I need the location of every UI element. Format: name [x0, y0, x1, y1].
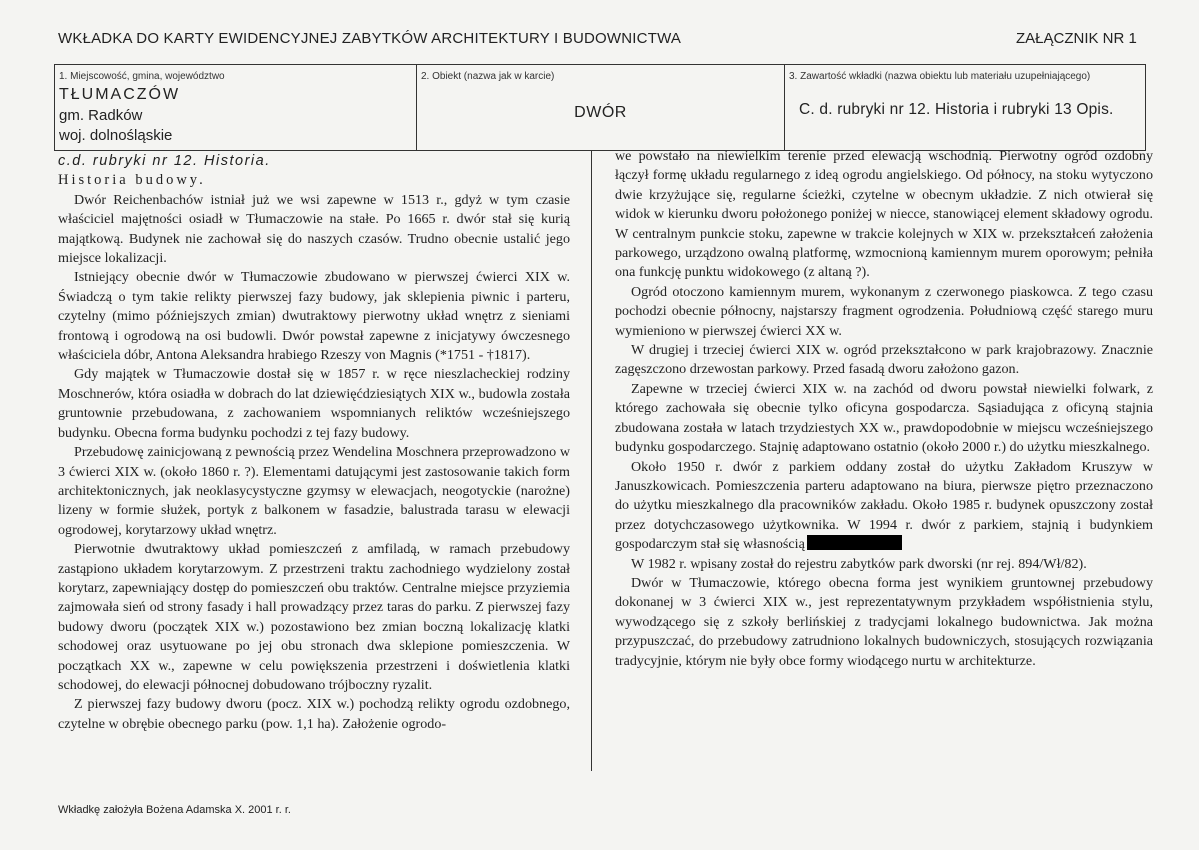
paragraph: Zapewne w trzeciej ćwierci XIX w. na zachód od dworu powstał niewielki folwark, z którego zachowała się obecnie tylko oficyna gospodarcza. Sąsiadująca z oficyną stajnia zbudowana została w latach trzydziestych XX w., prawdopodobnie w miejscu wcześniejszego budynku gospodarczego. Stajnię adaptowano ostatnio (około 2000 r.) do użytku mieszkalnego. — [615, 380, 1153, 456]
form-title: WKŁADKA DO KARTY EWIDENCYJNEJ ZABYTKÓW ARCHITEKTURY I BUDOWNICTWA — [58, 30, 682, 47]
location-voivodeship: woj. dolnośląskie — [59, 127, 173, 144]
paragraph: Ogród otoczono kamiennym murem, wykonanym z czerwonego piaskowca. Z tego czasu pochodzi obecnie północny, najstarszy fragment ogrodzenia. Południową część starego muru wymieniono w pierwszej ćwierci XX w. — [615, 283, 1153, 339]
location-label: 1. Miejscowość, gmina, województwo — [59, 71, 225, 82]
paragraph: Pierwotnie dwutraktowy układ pomieszczeń z amfiladą, w ramach przebudowy zastąpiono układem korytarzowym. Z przestrzeni traktu zachodniego wydzielony został korytarz, zapewniający dostęp do pomieszczeń obu traktów. Centralne miejsce przyziemia zajmowała sień od strony fasady i hall prowadzący przez taras do parku. Z pierwszej fazy budowy dworu (początek XIX w.) pozostawiono bez zmian boczną lokalizację klatki schodowej oraz usytuowane po jej obu stronach dwa sklepione pomieszczenia. W początkach XX w., zapewne w celu powiększenia przestrzeni i doświetlenia klatki schodowej, do elewacji północnej dobudowano trójboczny ryzalit. — [58, 541, 570, 693]
paragraph: we powstało na niewielkim terenie przed elewacją wschodnią. Pierwotny ogród ozdobny łączył formę układu regularnego z ideą ogrodu angielskiego. Od północy, na stoku wytyczono dwie krzyżujące się, regularne ścieżki, czytelne w obecnym układzie. Z nich otwierał się widok w kierunku dworu położonego poniżej w niecce, stanowiącej element składowy ogrodu. W centralnym punkcie stoku, zapewne w trakcie kolejnych w XIX w. przekształceń założenia parkowego, urządzono owalną platformę, wzmocnioną kamiennym murem oporowym; pełniła ona funkcję punktu widokowego (z altaną ?). — [615, 148, 1153, 281]
location-town: TŁUMACZÓW — [59, 86, 181, 103]
paragraph: Dwór Reichenbachów istniał już we wsi zapewne w 1513 r., gdyż w tym czasie właściciel majętności osiadł w Tłumaczowie na stałe. Po 1665 r. dwór stał się kurią majątkową. Budynek nie zachował się do naszych czasów. Trudno obecnie ustalić jego miejsce lokalizacji. — [58, 191, 570, 267]
paragraph: Gdy majątek w Tłumaczowie dostał się w 1857 r. w ręce nieszlacheckiej rodziny Moschnerów, która osiadła w dobrach do lat dziewięćdziesiątych XIX w., budowla została gruntownie przebudowana, z zachowaniem wspomnianych reliktów wcześniejszego budynku. Obecna forma budynku pochodzi z tej fazy budowy. — [58, 366, 570, 441]
paragraph-text: Około 1950 r. dwór z parkiem oddany został do użytku Zakładom Kruszyw w Januszkowicach. Pomieszczenia parteru adaptowano na biura, pierwsze piętro przeznaczono do użytku mieszkalnego dla pracowników zakładu. Około 1985 r. budynek opuszczony został przez dotychczasowego użytkownika. W 1994 r. dwór z parkiem, stajnią i budynkiem gospodarczym stał się własnością — [615, 458, 1153, 553]
location-box — [54, 64, 416, 151]
contents-box — [784, 64, 1146, 151]
object-value: DWÓR — [574, 104, 627, 121]
right-column — [615, 147, 1153, 671]
paragraph: W drugiej i trzeciej ćwierci XIX w. ogród przekształcono w park krajobrazowy. Znacznie zagęszczono drzewostan parkowy. Przed fasadą dworu założono gazon. — [615, 342, 1153, 378]
paragraph: Przebudowę zainicjowaną z pewnością przez Wendelina Moschnera przeprowadzono w 3 ćwierci XIX w. (około 1860 r. ?). Elementami datującymi jest zastosowanie takich form architektonicznych, jak neoklasycystyczne gzymsy w elewacjach, neogotyckie (narożne) lizeny w formie służek, portyk z balkonem w fasadzie, balustrada tarasu w elewacji ogrodowej, korytarzowy układ wnętrz. — [58, 444, 570, 538]
section-title: c.d. rubryki nr 12. Historia. — [58, 153, 271, 169]
contents-value: C. d. rubryki nr 12. Historia i rubryki 13 Opis. — [799, 101, 1114, 118]
annex-label: ZAŁĄCZNIK NR 1 — [1016, 30, 1137, 47]
column-divider — [591, 151, 592, 771]
section-subtitle: Historia budowy. — [58, 172, 206, 189]
object-label: 2. Obiekt (nazwa jak w karcie) — [421, 71, 555, 82]
paragraph-with-redaction — [615, 458, 1153, 555]
paragraph: Dwór w Tłumaczowie, którego obecna forma jest wynikiem gruntownej przebudowy dokonanej w 3 ćwierci XIX w., jest reprezentatywnym przykładem współistnienia stylu, wywodzącego się z szkoły berlińskiej z tradycjami lokalnego budownictwa. Jak można przypuszczać, do przebudowy zatrudniono lokalnych budowniczych, stosujących rozwiązania tradycyjnie, którym nie były obce formy wiodącego nurtu w architekturze. — [615, 574, 1153, 669]
contents-label: 3. Zawartość wkładki (nazwa obiektu lub materiału uzupełniającego) — [789, 71, 1091, 82]
paragraph: W 1982 r. wpisany został do rejestru zabytków park dworski (nr rej. 894/Wł/82). — [631, 555, 1087, 572]
location-commune: gm. Radków — [59, 107, 143, 124]
footer-note: Wkładkę założyła Bożena Adamska X. 2001 r. r. — [58, 804, 291, 816]
object-box — [416, 64, 784, 151]
paragraph: Istniejący obecnie dwór w Tłumaczowie zbudowano w pierwszej ćwierci XIX w. Świadczą o tym takie relikty pierwszej fazy budowy, jak sklepienia piwnic i parteru, czytelny (mimo późniejszych zmian) dwutraktowy pierwotny układ wnętrz z sieniami frontową i ogrodową na osi budowli. Dwór powstał zapewne z inicjatywy ówczesnego właściciela dóbr, Antona Aleksandra hrabiego Rzeszy von Magnis (*1751 - †1817). — [58, 269, 570, 364]
left-column — [58, 152, 570, 734]
redaction-block — [807, 535, 902, 550]
paragraph: Z pierwszej fazy budowy dworu (pocz. XIX w.) pochodzą relikty ogrodu ozdobnego, czytelne w obrębie obecnego parku (pow. 1,1 ha). Założenie ogrodo- — [58, 696, 570, 732]
